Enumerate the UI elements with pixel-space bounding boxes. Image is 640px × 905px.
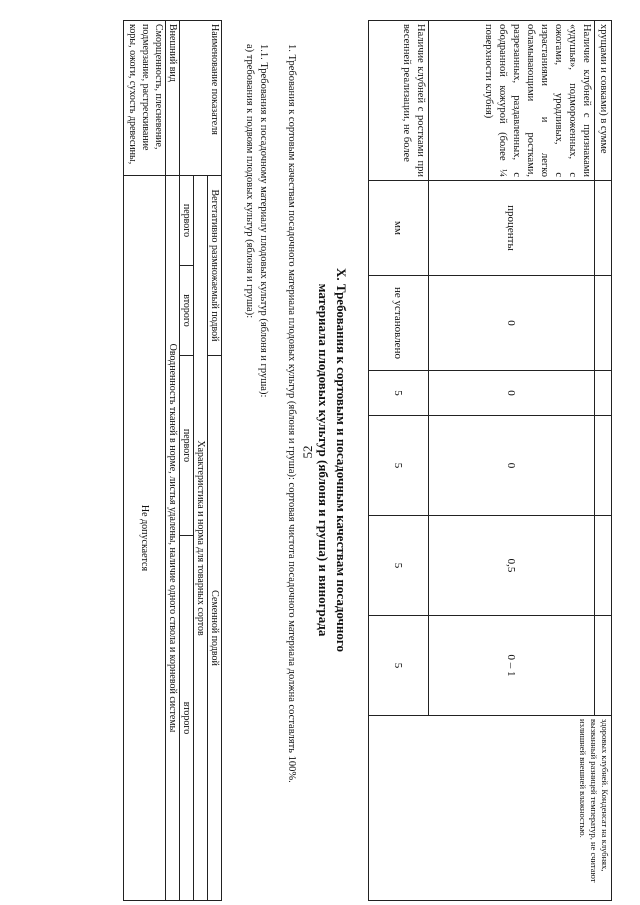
- indicator-cell: хрущами и совками) в сумме: [595, 21, 612, 181]
- value-cell: [595, 276, 612, 371]
- header-cell: Наименование показателя: [180, 21, 222, 176]
- table-header-row: [208, 21, 222, 901]
- indicator-cell: Сморщенность, плесневение, подмерзание, растрескивание коры, ожоги, сухость древесины,: [124, 21, 166, 176]
- table-row: [124, 21, 166, 901]
- value-cell: 0,5: [429, 516, 595, 616]
- rootstock-table: [123, 20, 222, 901]
- value-cell: не установлено: [369, 276, 429, 371]
- page-number: 52: [300, 445, 315, 459]
- value-cell: 0: [429, 276, 595, 371]
- section-heading: [314, 20, 350, 900]
- header-cell: Характеристика и норма для товарных сортов: [194, 176, 208, 901]
- table-row: [595, 21, 612, 901]
- value-cell: 0 – 1: [429, 616, 595, 716]
- indicator-cell: Наличие клубней с признаками «удушья», подмороженных, с ожогами, уродливых, с израстаниями и легко обламывающими ростками, разрезанных, раздавленных, с ободранной кожурой (более ¼ поверхности клубня): [429, 21, 595, 181]
- table-row: [166, 21, 180, 901]
- paragraph: 1.1. Требования к посадочному материалу плодовых культур (яблоня и груша):: [258, 44, 269, 398]
- quality-table: [368, 20, 612, 901]
- header-cell: Семенной подвой: [208, 356, 222, 901]
- value-cell: [595, 516, 612, 616]
- value-cell: [595, 416, 612, 516]
- value-cell: 0: [429, 416, 595, 516]
- header-cell: первого: [180, 176, 194, 266]
- header-cell: первого: [180, 356, 194, 536]
- value-cell: Оводненность тканей в норме, листья удалены, наличие одного ствола и корневой системы: [166, 176, 180, 901]
- indicator-cell: Наличие клубней с ростками при весенней реализации, не более: [369, 21, 429, 181]
- value-cell: 5: [369, 371, 429, 416]
- header-cell: второго: [180, 266, 194, 356]
- unit-cell: мм: [369, 181, 429, 276]
- value-cell: 5: [369, 516, 429, 616]
- section-heading-line: X. Требования к сортовым и посадочным качествам посадочного: [334, 268, 349, 652]
- value-cell: [595, 616, 612, 716]
- value-cell: 5: [369, 616, 429, 716]
- header-cell: второго: [180, 536, 194, 901]
- note-cell: здоровых клубней. Конденсат на клубнях, вызванный разницей температур, не считают излишней внешней влажностью.: [369, 716, 612, 901]
- document-content: [52, 20, 612, 900]
- unit-cell: [595, 181, 612, 276]
- value-cell: Не допускается: [124, 176, 166, 901]
- unit-cell: проценты: [429, 181, 595, 276]
- paragraph: а) требования к подвоям плодовых культур (яблоня и груша):: [244, 44, 255, 319]
- value-cell: [595, 371, 612, 416]
- value-cell: 0: [429, 371, 595, 416]
- section-heading-line: материала плодовых культур (яблоня и груша) и винограда: [316, 283, 331, 637]
- indicator-cell: Внешний вид: [166, 21, 180, 176]
- value-cell: 5: [369, 416, 429, 516]
- header-cell: Вегетативно размножаемый подвой: [208, 176, 222, 356]
- paragraph: 1. Требования к сортовым качествам посадочного материала плодовых культур (яблоня и груша): сортовая чистота посадочного материала должна составлять 100%.: [286, 44, 297, 783]
